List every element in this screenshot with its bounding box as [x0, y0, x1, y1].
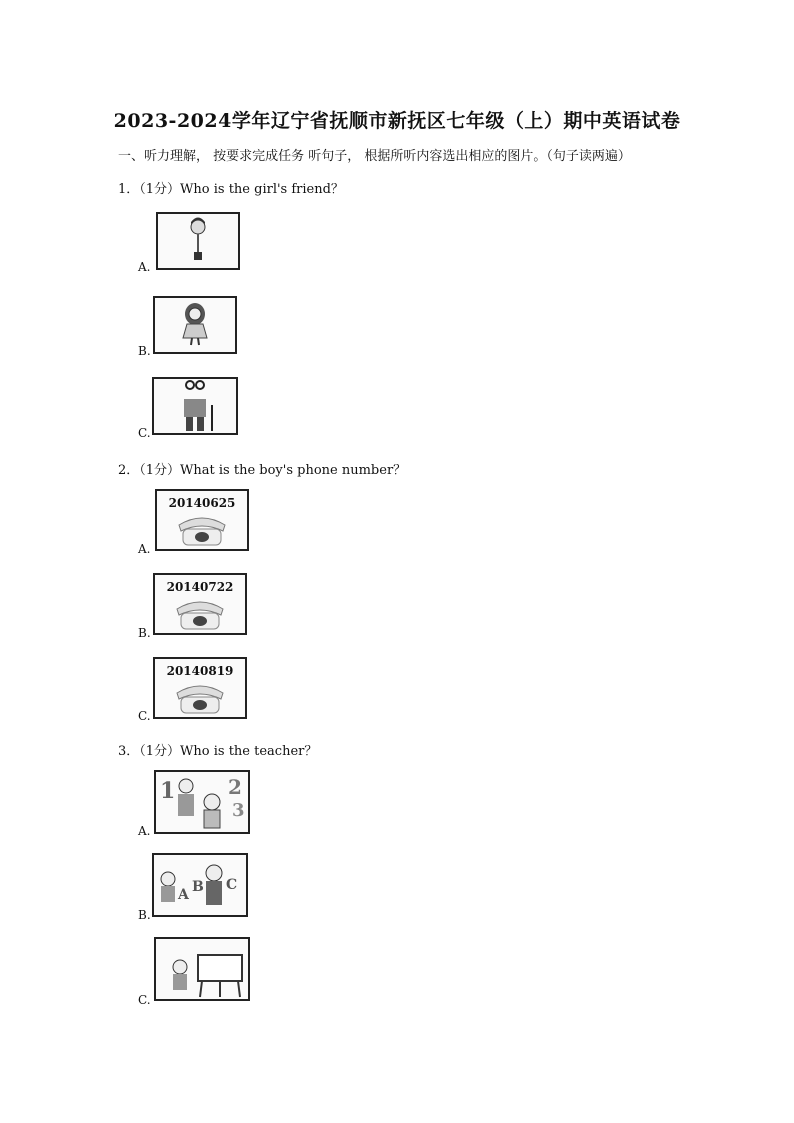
q2-option-a-image[interactable] — [155, 489, 249, 551]
section-heading: 一、听力理解， 按要求完成任务 听句子， 根据所听内容选出相应的图片。（句子读两遍） — [118, 149, 631, 164]
q1-option-b-label[interactable]: B. — [138, 344, 151, 358]
q1-option-b-image[interactable] — [153, 296, 237, 354]
question-3: 3．（1分）Who is the teacher？ — [118, 744, 318, 759]
boy-with-blackboard-icon — [156, 939, 248, 999]
q3-option-b-label[interactable]: B. — [138, 908, 151, 922]
teacher-with-letters-icon — [154, 855, 246, 915]
teacher-with-numbers-icon — [156, 772, 248, 832]
q2-option-a-label[interactable]: A. — [138, 542, 151, 556]
svg-text:A: A — [178, 887, 189, 903]
q2-option-c-label[interactable]: C. — [138, 709, 151, 723]
q3-option-c-label[interactable]: C. — [138, 993, 151, 1007]
page-title: 2023-2024学年辽宁省抚顺市新抚区七年级（上）期中英语试卷 — [113, 110, 681, 132]
svg-text:2: 2 — [228, 775, 242, 799]
girl-figure-icon — [155, 298, 235, 352]
phone-number-text: 20140722 — [166, 580, 234, 594]
boy-figure-icon — [158, 214, 238, 268]
q1-option-c-label[interactable]: C. — [138, 426, 151, 440]
svg-text:1: 1 — [160, 778, 176, 804]
phone-number-text: 20140819 — [166, 664, 234, 678]
q1-option-a-image[interactable] — [156, 212, 240, 270]
q3-option-a-label[interactable]: A. — [138, 824, 151, 838]
q2-option-c-image[interactable] — [153, 657, 247, 719]
question-1: 1．（1分）Who is the girl's friend？ — [118, 182, 344, 197]
q1-option-c-image[interactable] — [152, 377, 238, 435]
q3-option-c-image[interactable] — [154, 937, 250, 1001]
q1-option-a-label[interactable]: A. — [138, 260, 151, 274]
q3-option-b-image[interactable] — [152, 853, 248, 917]
svg-text:B: B — [192, 879, 204, 895]
svg-text:3: 3 — [232, 800, 245, 821]
old-man-figure-icon — [154, 379, 236, 433]
svg-text:C: C — [226, 877, 238, 893]
phone-number-text: 20140625 — [168, 496, 236, 510]
question-2: 2．（1分）What is the boy's phone number？ — [118, 463, 407, 478]
q3-option-a-image[interactable] — [154, 770, 250, 834]
q2-option-b-label[interactable]: B. — [138, 626, 151, 640]
q2-option-b-image[interactable] — [153, 573, 247, 635]
